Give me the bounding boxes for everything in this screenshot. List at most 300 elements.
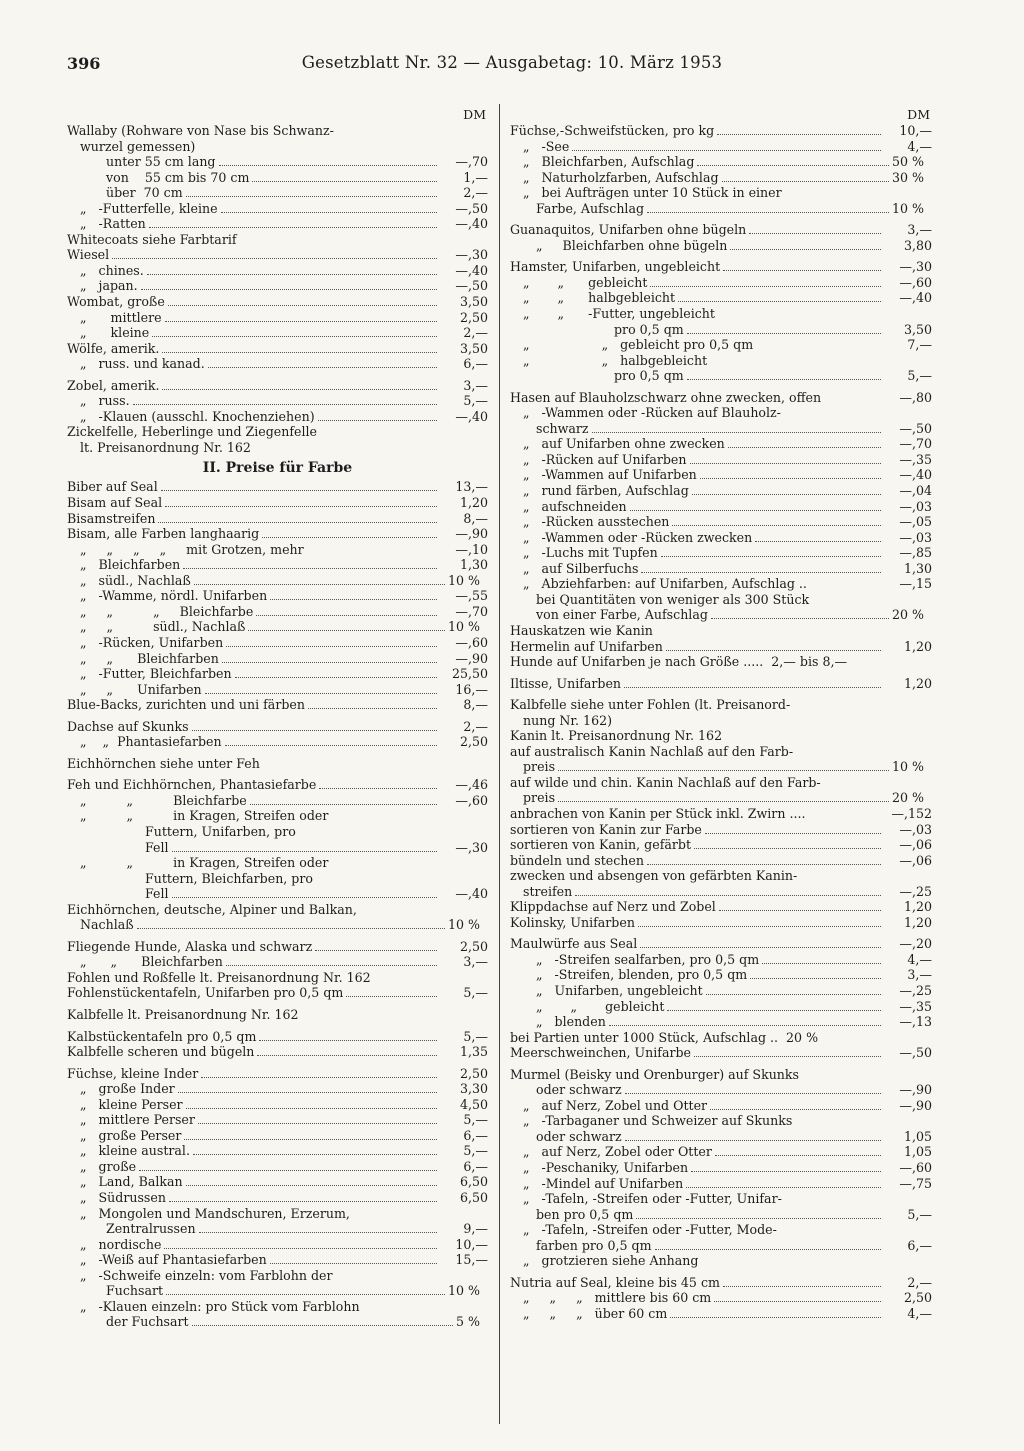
entry-price: 2,50	[459, 309, 488, 325]
entry-text: „ große Perser	[80, 1127, 182, 1143]
entry-text: Kalbfelle siehe unter Fohlen (lt. Preisanord-	[510, 697, 791, 713]
entry-price: —,50	[899, 1045, 932, 1061]
leader-dots	[162, 389, 437, 390]
leader-dots	[672, 525, 881, 526]
entry-price: 16,—	[455, 681, 488, 697]
price-entry	[510, 170, 932, 186]
entry-text: Whitecoats siehe Farbtarif	[67, 231, 237, 247]
price-entry	[510, 623, 932, 639]
price-entry	[510, 983, 932, 999]
entry-price: 4,—	[907, 138, 932, 154]
price-entry	[510, 154, 932, 170]
price-entry	[67, 682, 488, 698]
leader-dots	[624, 687, 881, 688]
price-entry	[67, 824, 488, 840]
entry-text: „ „ Bleichfarben	[80, 650, 219, 666]
left-column	[67, 106, 488, 1330]
entry-text: Bisam auf Seal	[67, 495, 163, 511]
entry-price: —,03	[899, 498, 932, 514]
entry-price: 10,—	[455, 1236, 488, 1252]
entry-text: Eichhörnchen, deutsche, Alpiner und Balkan,	[67, 901, 357, 917]
price-entry	[510, 806, 932, 822]
price-entry	[510, 514, 932, 530]
entry-text: Dachse auf Skunks	[67, 718, 189, 734]
leader-dots	[638, 926, 881, 927]
entry-text: „ auf Nerz, Zobel oder Otter	[523, 1144, 712, 1160]
entry-percent: 10 %	[448, 572, 480, 588]
entry-price: 7,—	[907, 337, 932, 353]
leader-dots	[222, 662, 437, 663]
leader-dots	[706, 994, 881, 995]
leader-dots	[710, 1109, 881, 1110]
price-entry	[67, 424, 488, 440]
entry-price: 6,—	[463, 1158, 488, 1174]
entry-text: sortieren von Kanin, gefärbt	[510, 837, 692, 853]
entry-text: „ „ „ „ mit Grotzen, mehr	[80, 541, 304, 557]
entry-text: „ Naturholzfarben, Aufschlag	[523, 169, 719, 185]
price-entry	[67, 902, 488, 918]
entry-price: 1,20	[459, 495, 488, 511]
entry-text: Zentralrussen	[106, 1221, 196, 1237]
entry-price: 2,50	[903, 1290, 932, 1306]
price-entry	[510, 576, 932, 592]
entry-text: pro 0,5 qm	[614, 321, 684, 337]
price-entry	[67, 294, 488, 310]
entry-text: Feh und Eichhörnchen, Phantasiefarbe	[67, 777, 317, 793]
entry-price: 1,20	[903, 638, 932, 654]
entry-text: „ Abziehfarben: auf Unifarben, Aufschlag ..	[523, 576, 807, 592]
price-entry	[510, 967, 932, 983]
leader-dots	[256, 615, 437, 616]
entry-text: „ mittlere Perser	[80, 1112, 195, 1128]
leader-dots	[184, 1139, 437, 1140]
price-entry	[67, 170, 488, 186]
entry-text: „ auf Silberfuchs	[523, 560, 639, 576]
entry-text: „ mittlere	[80, 309, 162, 325]
entry-price: 6,—	[463, 1127, 488, 1143]
entry-price: —,55	[455, 588, 488, 604]
entry-price: —,25	[899, 982, 932, 998]
entry-text: „ bei Aufträgen unter 10 Stück in einer	[523, 185, 782, 201]
entry-text: „ „ in Kragen, Streifen oder	[80, 855, 329, 871]
entry-price: —,03	[899, 529, 932, 545]
leader-dots	[186, 196, 437, 197]
leader-dots	[625, 1140, 881, 1141]
price-entry	[510, 499, 932, 515]
price-entry	[510, 222, 932, 238]
leader-dots	[667, 1010, 881, 1011]
entry-price: —,60	[899, 274, 932, 290]
entry-price: 1,05	[903, 1144, 932, 1160]
price-entry	[67, 777, 488, 793]
leader-dots	[186, 1108, 437, 1109]
price-entry	[510, 697, 932, 713]
price-entry	[510, 1030, 932, 1046]
entry-price: 6,50	[459, 1174, 488, 1190]
entry-text: Wallaby (Rohware von Nase bis Schwanz-	[67, 123, 334, 138]
price-entry	[67, 409, 488, 425]
leader-dots	[192, 730, 437, 731]
price-entry	[67, 604, 488, 620]
entry-price: 5,—	[463, 1028, 488, 1044]
entry-price: —,80	[899, 389, 932, 405]
leader-dots	[728, 447, 881, 448]
leader-dots	[308, 708, 437, 709]
entry-price: 1,20	[903, 675, 932, 691]
price-entry	[510, 1129, 932, 1145]
price-entry	[510, 1014, 932, 1030]
entry-price: 1,30	[459, 557, 488, 573]
price-entry	[67, 985, 488, 1001]
entry-text: der Fuchsart	[106, 1314, 189, 1330]
entry-price: 10,—	[899, 123, 932, 138]
entry-price: 6,50	[459, 1190, 488, 1205]
entry-price: —,60	[455, 634, 488, 650]
entry-text: Wombat, große	[67, 294, 165, 310]
price-entry	[67, 479, 488, 495]
leader-dots	[687, 333, 881, 334]
entry-price: —,90	[455, 526, 488, 542]
entry-text: Hauskatzen wie Kanin	[510, 622, 653, 638]
price-entry	[510, 744, 932, 760]
entry-text: „ japan.	[80, 278, 138, 294]
price-entry	[510, 999, 932, 1015]
entry-price: 5,—	[463, 1143, 488, 1159]
entry-price: —,46	[455, 777, 488, 793]
price-entry	[67, 855, 488, 871]
entry-price: 25,50	[451, 666, 488, 682]
price-entry	[510, 1238, 932, 1254]
entry-price: —,40	[899, 467, 932, 483]
leader-dots	[572, 150, 881, 151]
entry-text: Füchse,-Schweifstücken, pro kg	[510, 123, 715, 138]
leader-dots	[558, 801, 889, 802]
leader-dots	[711, 618, 889, 619]
price-entry	[67, 310, 488, 326]
price-entry	[67, 588, 488, 604]
price-entry	[510, 1306, 932, 1322]
leader-dots	[205, 693, 437, 694]
leader-dots	[714, 1301, 881, 1302]
price-entry	[510, 561, 932, 577]
entry-text: Kanin lt. Preisanordnung Nr. 162	[510, 728, 723, 744]
price-entry	[67, 1237, 488, 1253]
price-entry	[67, 954, 488, 970]
entry-price: —,03	[899, 821, 932, 837]
price-entry	[510, 421, 932, 437]
leader-dots	[755, 541, 881, 542]
entry-text: bei Quantitäten von weniger als 300 Stück	[536, 591, 810, 607]
price-entry	[67, 1299, 488, 1315]
entry-price: —,40	[455, 408, 488, 424]
leader-dots	[193, 1154, 437, 1155]
entry-text: wurzel gemessen)	[80, 138, 196, 154]
right-column	[510, 106, 932, 1321]
price-entry	[67, 495, 488, 511]
entry-text: „ -Futter, Bleichfarben	[80, 666, 232, 682]
price-entry	[67, 278, 488, 294]
entry-price: 1,20	[903, 899, 932, 915]
leader-dots	[592, 432, 881, 433]
entry-text: Kalbstückentafeln pro 0,5 qm	[67, 1028, 257, 1044]
entry-text: preis	[523, 790, 556, 806]
leader-dots	[719, 910, 881, 911]
leader-dots	[164, 1248, 437, 1249]
entry-text: „ kleine austral.	[80, 1143, 190, 1159]
entry-text: Nutria auf Seal, kleine bis 45 cm	[510, 1274, 720, 1290]
price-entry	[67, 557, 488, 573]
entry-price: —,90	[455, 650, 488, 666]
price-entry	[510, 368, 932, 384]
entry-text: „ -Streifen sealfarben, pro 0,5 qm	[536, 951, 760, 967]
entry-text: „ russ.	[80, 393, 130, 409]
leader-dots	[647, 864, 881, 865]
price-entry	[510, 436, 932, 452]
entry-text: unter 55 cm lang	[106, 154, 216, 170]
entry-text: Fell	[145, 886, 169, 902]
entry-price: —,50	[455, 278, 488, 294]
price-entry	[67, 1044, 488, 1060]
entry-text: „ -Wammen oder -Rücken zwecken	[523, 529, 753, 545]
price-entry	[67, 341, 488, 357]
leader-dots	[762, 963, 881, 964]
leader-dots	[226, 646, 437, 647]
price-entry	[67, 1206, 488, 1222]
entry-text: „ -Tarbaganer und Schweizer auf Skunks	[523, 1113, 793, 1129]
entry-price: —,85	[899, 545, 932, 561]
price-entry	[67, 1252, 488, 1268]
entry-text: „ „ „ über 60 cm	[523, 1305, 668, 1321]
leader-dots	[697, 165, 889, 166]
price-entry	[510, 405, 932, 421]
price-entry	[67, 123, 488, 139]
entry-price: 5,—	[463, 393, 488, 409]
price-entry	[67, 1268, 488, 1284]
entry-text: Meerschweinchen, Unifarbe	[510, 1045, 692, 1061]
leader-dots	[141, 289, 437, 290]
entry-price: —,60	[455, 792, 488, 808]
entry-text: „ -Rücken, Unifarben	[80, 634, 224, 650]
entry-text: Blue-Backs, zurichten und uni färben	[67, 697, 305, 713]
entry-text: Kalbfelle lt. Preisanordnung Nr. 162	[67, 1006, 299, 1022]
entry-text: Eichhörnchen siehe unter Feh	[67, 755, 260, 771]
entry-text: Fliegende Hunde, Alaska und schwarz	[67, 938, 313, 954]
entry-price: —,15	[899, 576, 932, 592]
entry-text: „ Unifarben, ungebleicht	[536, 982, 703, 998]
entry-price: —,152	[891, 805, 932, 821]
price-entry	[510, 853, 932, 869]
section-heading: II. Preise für Farbe	[202, 460, 353, 477]
entry-text: „ -Peschaniky, Unifarben	[523, 1160, 689, 1175]
entry-price: 2,50	[459, 938, 488, 954]
entry-text: „ „ Bleichfarbe	[80, 792, 247, 808]
leader-dots	[262, 537, 437, 538]
price-entry	[67, 840, 488, 856]
leader-dots	[661, 556, 881, 557]
entry-price: 13,—	[455, 479, 488, 495]
price-entry	[510, 759, 932, 775]
entry-percent: 20 %	[892, 790, 924, 806]
price-entry	[510, 1067, 932, 1083]
entry-text: anbrachen von Kanin per Stück inkl. Zwirn ....	[510, 805, 806, 821]
entry-text: „ Land, Balkan	[80, 1174, 183, 1190]
entry-price: —,13	[899, 1014, 932, 1030]
leader-dots	[172, 851, 437, 852]
entry-price: 15,—	[455, 1252, 488, 1268]
price-entry	[510, 1222, 932, 1238]
leader-dots	[641, 572, 881, 573]
entry-price: 4,—	[907, 1305, 932, 1321]
leader-dots	[270, 599, 437, 600]
price-entry	[510, 952, 932, 968]
entry-text: „ -Streifen, blenden, pro 0,5 qm	[536, 967, 748, 983]
leader-dots	[270, 1263, 437, 1264]
leader-dots	[705, 833, 881, 834]
entry-text: preis	[523, 759, 556, 775]
leader-dots	[686, 1187, 881, 1188]
entry-text: „ Südrussen	[80, 1190, 166, 1205]
entry-text: Futtern, Bleichfarben, pro	[145, 870, 313, 886]
entry-text: „ Bleichfarben, Aufschlag	[523, 154, 695, 170]
entry-text: „ große	[80, 1158, 137, 1174]
leader-dots	[315, 950, 437, 951]
entry-price: 1,35	[459, 1044, 488, 1060]
entry-price: 9,—	[463, 1221, 488, 1237]
entry-text: nung Nr. 162)	[523, 712, 613, 728]
price-entry	[67, 216, 488, 232]
entry-price: 4,50	[459, 1096, 488, 1112]
price-entry	[67, 154, 488, 170]
leader-dots	[158, 522, 437, 523]
price-entry	[67, 1081, 488, 1097]
entry-text: „ kleine Perser	[80, 1096, 183, 1112]
leader-dots	[201, 1077, 437, 1078]
entry-text: „ -Futterfelle, kleine	[80, 200, 218, 216]
leader-dots	[318, 420, 437, 421]
entry-text: lt. Preisanordnung Nr. 162	[80, 439, 251, 455]
entry-text: Hasen auf Blauholzschwarz ohne zwecken, offen	[510, 389, 822, 405]
price-entry	[67, 886, 488, 902]
price-entry	[510, 1207, 932, 1223]
price-entry	[67, 793, 488, 809]
price-entry	[67, 526, 488, 542]
leader-dots	[678, 301, 881, 302]
leader-dots	[186, 1185, 437, 1186]
entry-text: oder schwarz	[536, 1082, 622, 1098]
price-entry	[67, 1066, 488, 1082]
entry-text: Futtern, Unifarben, pro	[145, 823, 296, 839]
price-entry	[510, 1144, 932, 1160]
leader-dots	[149, 227, 437, 228]
leader-dots	[750, 978, 881, 979]
entry-text: Zickelfelle, Heberlinge und Ziegenfelle	[67, 424, 317, 440]
left-price-list	[67, 123, 488, 1330]
entry-text: Guanaquitos, Unifarben ohne bügeln	[510, 222, 747, 238]
leader-dots	[112, 258, 437, 259]
leader-dots	[647, 212, 889, 213]
price-entry	[67, 635, 488, 651]
entry-percent: 10 %	[892, 200, 924, 216]
entry-price: 5,—	[907, 368, 932, 384]
entry-text: „ -Klauen einzeln: pro Stück vom Farblohn	[80, 1298, 360, 1314]
entry-text: Klippdachse auf Nerz und Zobel	[510, 899, 716, 915]
price-entry	[510, 123, 932, 139]
price-entry	[510, 775, 932, 791]
leader-dots	[183, 568, 437, 569]
entry-price: —,60	[899, 1160, 932, 1175]
entry-text: „ -Tafeln, -Streifen oder -Futter, Mode-	[523, 1222, 777, 1238]
page-number: 396	[67, 54, 101, 73]
entry-text: Hermelin auf Unifarben	[510, 638, 663, 654]
entry-price: 3,—	[463, 377, 488, 393]
leader-dots	[221, 212, 437, 213]
price-entry	[67, 511, 488, 527]
entry-text: „ große Inder	[80, 1081, 175, 1097]
entry-text: streifen	[523, 883, 573, 899]
entry-price: 1,20	[903, 914, 932, 930]
entry-price: 1,05	[903, 1128, 932, 1144]
price-entry	[67, 666, 488, 682]
entry-text: „ nordische	[80, 1236, 162, 1252]
entry-text: Bisamstreifen	[67, 510, 156, 526]
price-entry	[510, 654, 932, 670]
entry-percent: 10 %	[892, 759, 924, 775]
right-price-list	[510, 123, 932, 1321]
entry-price: 8,—	[463, 510, 488, 526]
entry-price: —,40	[455, 262, 488, 278]
price-entry	[510, 899, 932, 915]
entry-text: Nachlaß	[80, 917, 134, 933]
entry-price: 3,30	[459, 1081, 488, 1097]
price-entry	[510, 639, 932, 655]
leader-dots	[722, 181, 889, 182]
price-entry	[510, 322, 932, 338]
leader-dots	[166, 1294, 445, 1295]
entry-percent: 5 %	[456, 1314, 480, 1330]
entry-text: „ -Mindel auf Unifarben	[523, 1175, 684, 1191]
price-entry	[67, 719, 488, 735]
leader-dots	[715, 1155, 881, 1156]
price-entry	[67, 1283, 488, 1299]
leader-dots	[178, 1092, 437, 1093]
entry-text: „ „ „ mittlere bis 60 cm	[523, 1290, 712, 1306]
entry-text: Fohlen und Roßfelle lt. Preisanordnung Nr. 162	[67, 969, 371, 985]
leader-dots	[730, 249, 881, 250]
leader-dots	[650, 286, 881, 287]
entry-price: —,06	[899, 837, 932, 853]
entry-price: —,04	[899, 483, 932, 499]
entry-price: 3,—	[907, 222, 932, 238]
entry-price: —,70	[455, 603, 488, 619]
leader-dots	[208, 367, 437, 368]
price-entry	[510, 353, 932, 369]
entry-price: 1,—	[463, 169, 488, 185]
leader-dots	[248, 630, 445, 631]
entry-percent: 10 %	[448, 917, 480, 933]
entry-price: 6,—	[907, 1237, 932, 1253]
entry-price: —,20	[899, 936, 932, 952]
leader-dots	[666, 650, 881, 651]
entry-text: „ Bleichfarben ohne bügeln	[536, 237, 728, 253]
leader-dots	[636, 1218, 881, 1219]
entry-text: Kalbfelle scheren und bügeln	[67, 1044, 255, 1060]
price-entry	[67, 1174, 488, 1190]
entry-text: „ auf Unifarben ohne zwecken	[523, 436, 725, 452]
entry-text: ben pro 0,5 qm	[536, 1206, 634, 1222]
entry-text: „ -Wammen oder -Rücken auf Blauholz-	[523, 405, 781, 421]
leader-dots	[133, 404, 437, 405]
entry-text: Wölfe, amerik.	[67, 340, 160, 356]
